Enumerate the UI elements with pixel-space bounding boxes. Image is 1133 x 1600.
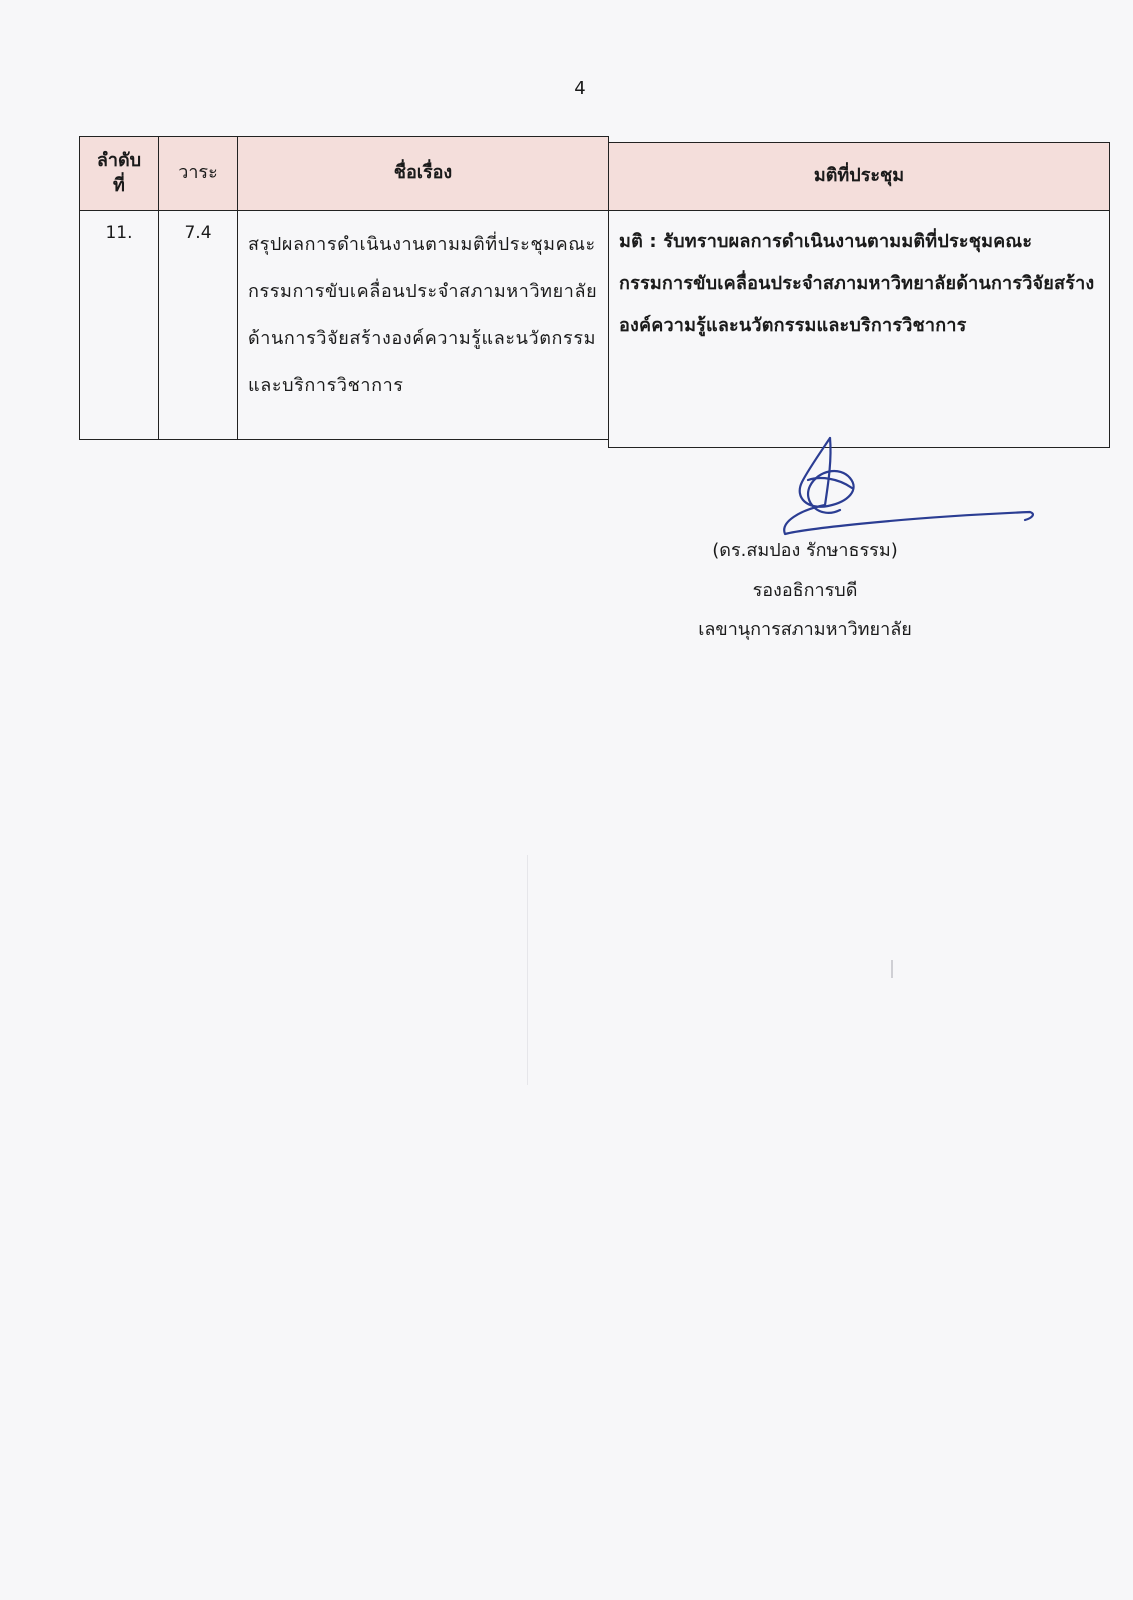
- signer-name: (ดร.สมปอง รักษาธรรม): [712, 540, 898, 561]
- row-agenda: 7.4: [158, 210, 238, 440]
- minutes-table: [79, 136, 1110, 448]
- header-seq: [79, 136, 159, 211]
- signer-position: รองอธิการบดี: [752, 580, 858, 601]
- signature-block: [690, 430, 1050, 650]
- row-resolution: มติ : รับทราบผลการดำเนินงานตามมติที่ประชุมคณะกรรมการขับเคลื่อนประจำสภามหาวิทยาลัยด้านการวิจัยสร้างองค์ความรู้และนวัตกรรมและบริการวิชาการ: [619, 231, 1095, 336]
- row-title-cell: [237, 210, 609, 440]
- header-seq-line2: ที่: [113, 174, 125, 196]
- row-title: สรุปผลการดำเนินงานตามมติที่ประชุมคณะกรรมการขับเคลื่อนประจำสภามหาวิทยาลัยด้านการวิจัยสร้างองค์ความรู้และนวัตกรรมและบริการวิชาการ: [248, 234, 598, 396]
- signer-role: เลขานุการสภามหาวิทยาลัย: [698, 619, 912, 640]
- header-resolution: มติที่ประชุม: [608, 142, 1110, 211]
- header-agenda: วาระ: [158, 136, 238, 211]
- header-title: ชื่อเรื่อง: [237, 136, 609, 211]
- page-number: 4: [574, 78, 586, 99]
- scan-artifact-mark: [891, 960, 893, 978]
- row-seq: 11.: [79, 210, 159, 440]
- header-seq-line1: ลำดับ: [96, 150, 142, 172]
- scan-artifact-line: [527, 855, 528, 1085]
- signature-scribble: [690, 430, 1050, 550]
- row-resolution-cell: [608, 210, 1110, 448]
